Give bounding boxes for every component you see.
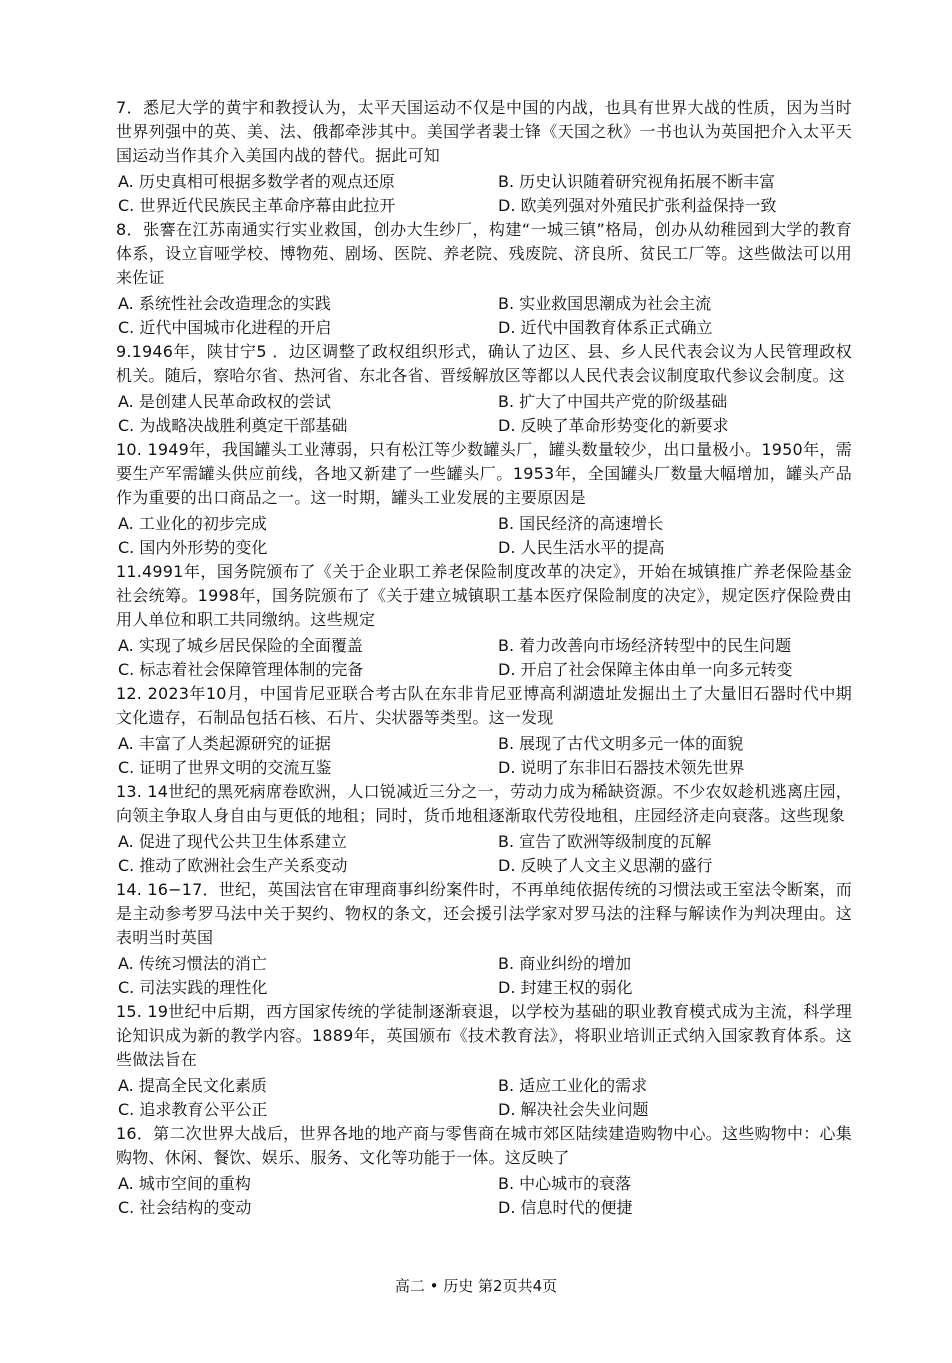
- question-stem: 12. 2023年10月，中国肯尼亚联合考古队在东非肯尼亚博高利湖遗址发掘出土了大量旧石器时代中期文化遗存，石制品包括石核、石片、尖状器等类型。这一发现: [116, 684, 852, 727]
- option-c: C. 标志着社会保障管理体制的完备: [118, 660, 364, 679]
- option-b: B. 实业救国思潮成为社会主流: [498, 294, 712, 313]
- question-stem: 11.4991年，国务院颁布了《关于企业职工养老保险制度改革的决定》，开始在城镇推广养老保险基金社会统筹。1998年，国务院颁布了《关于建立城镇职工基本医疗保险制度的决定》，规定医疗保险费由用人单位和职工共同缴纳。这些规定: [116, 562, 852, 629]
- option-d: D. 反映了人文主义思潮的盛行: [498, 856, 713, 875]
- option-b: B. 扩大了中国共产党的阶级基础: [498, 392, 728, 411]
- question-stem: 8．张謇在江苏南通实行实业救国，创办大生纱厂，构建“一城三镇”格局，创办从幼稚园到大学的教育体系，设立盲哑学校、博物苑、剧场、医院、养老院、残废院、济良所、贫民工厂等。这些做法可以用来佐证: [116, 220, 852, 287]
- option-c: C. 证明了世界文明的交流互鉴: [118, 758, 332, 777]
- option-c: C. 国内外形势的变化: [118, 538, 268, 557]
- option-c: C. 推动了欧洲社会生产关系变动: [118, 856, 348, 875]
- option-c: C. 司法实践的理性化: [118, 978, 268, 997]
- option-d: D. 近代中国教育体系正式确立: [498, 318, 713, 337]
- option-c: C. 近代中国城市化进程的开启: [118, 318, 332, 337]
- question-11: [116, 560, 852, 682]
- option-a: A. 丰富了人类起源研究的证据: [118, 734, 331, 753]
- option-grid: [116, 1172, 852, 1220]
- option-a: A. 促进了现代公共卫生体系建立: [118, 832, 347, 851]
- option-a: A. 历史真相可根据多数学者的观点还原: [118, 172, 395, 191]
- option-d: D. 欧美列强对外殖民扩张利益保持一致: [498, 196, 777, 215]
- option-a: A. 是创建人民革命政权的尝试: [118, 392, 331, 411]
- option-grid: [116, 170, 852, 218]
- question-stem: 9.1946年，陕甘宁5 ．边区调整了政权组织形式，确认了边区、县、乡人民代表会议为人民管理政权机关。随后，察哈尔省、热河省、东北各省、晋绥解放区等都以人民代表会议制度取代参议会制度。这: [116, 342, 852, 385]
- option-b: B. 宣告了欧洲等级制度的瓦解: [498, 832, 712, 851]
- option-b: B. 商业纠纷的增加: [498, 954, 632, 973]
- question-7: [116, 96, 852, 218]
- option-c: C. 社会结构的变动: [118, 1198, 252, 1217]
- option-c: C. 追求教育公平公正: [118, 1100, 268, 1119]
- option-d: D. 信息时代的便捷: [498, 1198, 633, 1217]
- question-stem: 10. 1949年，我国罐头工业薄弱，只有松江等少数罐头厂，罐头数量较少，出口量极小。1950年，需要生产军需罐头供应前线，各地又新建了一些罐头厂。1953年，全国罐头厂数量大幅增加，罐头产品作为重要的出口商品之一。这一时期，罐头工业发展的主要原因是: [116, 440, 852, 507]
- question-9: [116, 340, 852, 438]
- page-footer: 高二 • 历史 第2页共4页: [394, 1277, 558, 1295]
- question-stem: 7．悉尼大学的黄宇和教授认为，太平天国运动不仅是中国的内战，也具有世界大战的性质，因为当时世界列强中的英、美、法、俄都牵涉其中。美国学者裴士锋《天国之秋》一书也认为英国把介入太平天国运动当作其介入美国内战的替代。据此可知: [116, 98, 852, 165]
- option-b: B. 适应工业化的需求: [498, 1076, 648, 1095]
- option-a: A. 提高全民文化素质: [118, 1076, 267, 1095]
- option-d: D. 人民生活水平的提高: [498, 538, 665, 557]
- question-14: [116, 878, 852, 1000]
- option-b: B. 国民经济的高速增长: [498, 514, 664, 533]
- option-grid: [116, 952, 852, 1000]
- question-stem: 16．第二次世界大战后，世界各地的地产商与零售商在城市郊区陆续建造购物中心。这些购物中：心集购物、休闲、餐饮、娱乐、服务、文化等功能于一体。这反映了: [116, 1124, 852, 1167]
- option-grid: [116, 512, 852, 560]
- option-b: B. 中心城市的衰落: [498, 1174, 632, 1193]
- option-c: C. 世界近代民族民主革命序幕由此拉开: [118, 196, 396, 215]
- option-d: D. 解决社会失业问题: [498, 1100, 649, 1119]
- question-13: [116, 780, 852, 878]
- question-8: [116, 218, 852, 340]
- option-d: D. 反映了革命形势变化的新要求: [498, 416, 729, 435]
- option-d: D. 开启了社会保障主体由单一向多元转变: [498, 660, 793, 679]
- option-grid: [116, 634, 852, 682]
- option-a: A. 城市空间的重构: [118, 1174, 251, 1193]
- option-a: A. 工业化的初步完成: [118, 514, 267, 533]
- option-grid: [116, 390, 852, 438]
- option-grid: [116, 830, 852, 878]
- option-d: D. 说明了东非旧石器技术领先世界: [498, 758, 745, 777]
- question-stem: 15. 19世纪中后期，西方国家传统的学徒制逐渐衰退，以学校为基础的职业教育模式成为主流，科学理论知识成为新的教学内容。1889年，英国颁布《技术教育法》，将职业培训正式纳入国家教育体系。这些做法旨在: [116, 1002, 852, 1069]
- option-grid: [116, 1074, 852, 1122]
- option-a: A. 系统性社会改造理念的实践: [118, 294, 331, 313]
- option-grid: [116, 292, 852, 340]
- question-15: [116, 1000, 852, 1122]
- option-b: B. 展现了古代文明多元一体的面貌: [498, 734, 744, 753]
- question-stem: 14. 16−17．世纪，英国法官在审理商事纠纷案件时，不再单纯依据传统的习惯法或王室法令断案，而是主动参考罗马法中关于契约、物权的条文，还会援引法学家对罗马法的注释与解读作为判决理由。这表明当时英国: [116, 880, 852, 947]
- option-a: A. 传统习惯法的消亡: [118, 954, 267, 973]
- option-b: B. 着力改善向市场经济转型中的民生问题: [498, 636, 792, 655]
- option-c: C. 为战略决战胜利奠定干部基础: [118, 416, 348, 435]
- option-b: B. 历史认识随着研究视角拓展不断丰富: [498, 172, 776, 191]
- question-10: [116, 438, 852, 560]
- option-d: D. 封建王权的弱化: [498, 978, 633, 997]
- option-grid: [116, 732, 852, 780]
- question-stem: 13. 14世纪的黑死病席卷欧洲，人口锐减近三分之一，劳动力成为稀缺资源。不少农奴趁机逃离庄园，向领主争取人身自由与更低的地租；同时，货币地租逐渐取代劳役地租，庄园经济走向衰落。这些现象: [116, 782, 852, 825]
- option-a: A. 实现了城乡居民保险的全面覆盖: [118, 636, 363, 655]
- question-16: [116, 1122, 852, 1220]
- question-12: [116, 682, 852, 780]
